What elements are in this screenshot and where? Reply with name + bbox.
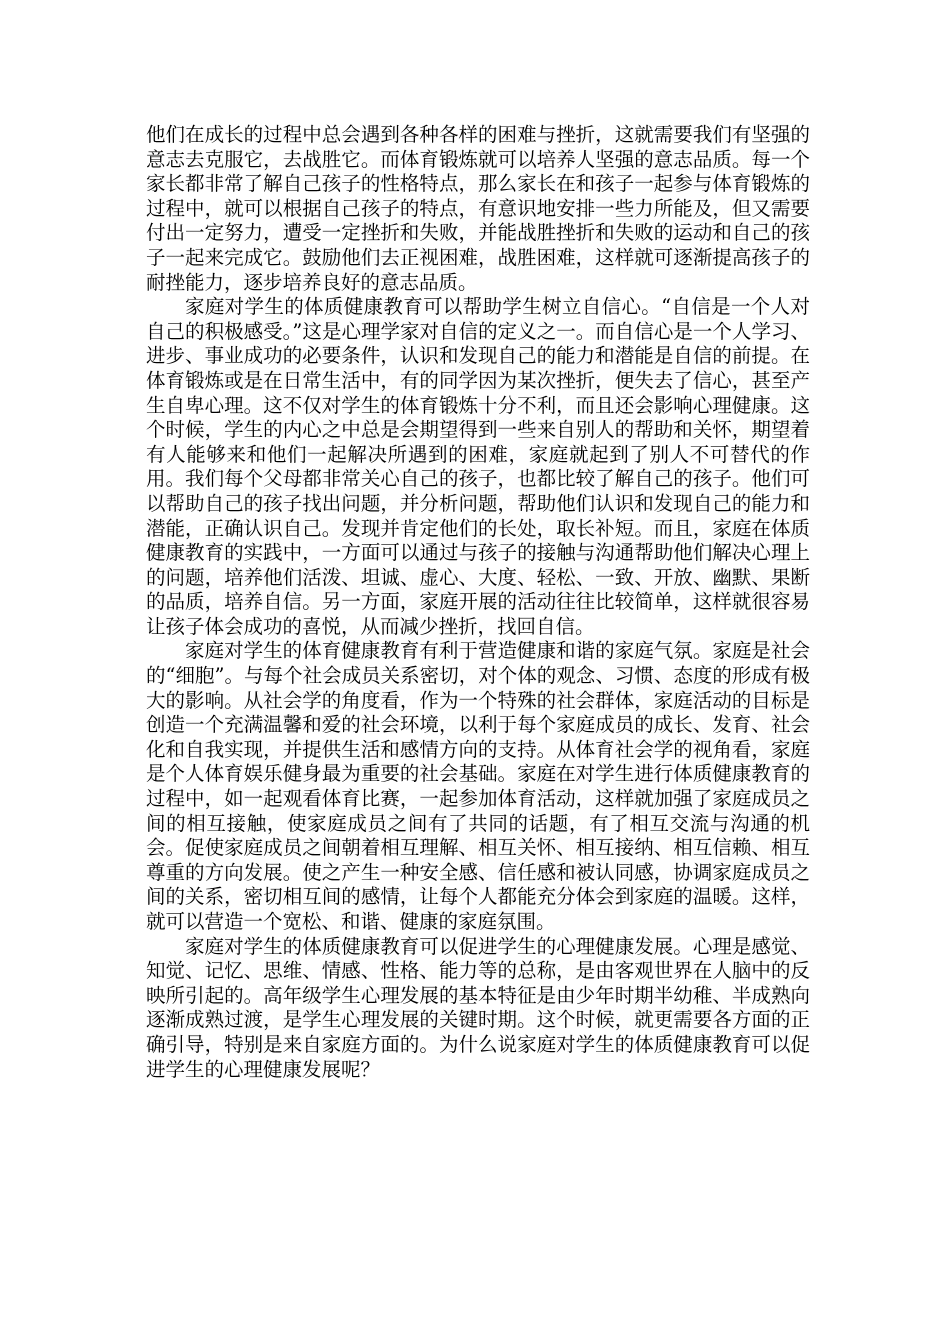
document-page	[146, 123, 810, 1082]
paragraph-family-harmony: 家庭对学生的体育健康教育有利于营造健康和谐的家庭气氛。家庭是社会的“细胞”。与每个社会成员关系密切，对个体的观念、习惯、态度的形成有极大的影响。从社会学的角度看，作为一个特殊的社会群体，家庭活动的目标是创造一个充满温馨和爱的社会环境，以利于每个家庭成员的成长、发育、社会化和自我实现，并提供生活和感情方向的支持。从体育社会学的视角看，家庭是个人体育娱乐健身最为重要的社会基础。家庭在对学生进行体质健康教育的过程中，如一起观看体育比赛，一起参加体育活动，这样就加强了家庭成员之间的相互接触，使家庭成员之间有了共同的话题，有了相互交流与沟通的机会。促使家庭成员之间朝着相互理解、相互关怀、相互接纳、相互信赖、相互尊重的方向发展。使之产生一种安全感、信任感和被认同感，协调家庭成员之间的关系，密切相互间的感情，让每个人都能充分体会到家庭的温暖。这样，就可以营造一个宽松、和谐、健康的家庭氛围。	[146, 639, 810, 933]
paragraph-continuation: 他们在成长的过程中总会遇到各种各样的困难与挫折，这就需要我们有坚强的意志去克服它，去战胜它。而体育锻炼就可以培养人坚强的意志品质。每一个家长都非常了解自己孩子的性格特点，那么家长在和孩子一起参与体育锻炼的过程中，就可以根据自己孩子的特点，有意识地安排一些力所能及，但又需要付出一定努力，遭受一定挫折和失败，并能战胜挫折和失败的运动和自己的孩子一起来完成它。鼓励他们去正视困难，战胜困难，这样就可逐渐提高孩子的耐挫能力，逐步培养良好的意志品质。	[146, 123, 810, 294]
paragraph-mental-health: 家庭对学生的体质健康教育可以促进学生的心理健康发展。心理是感觉、知觉、记忆、思维、情感、性格、能力等的总称，是由客观世界在人脑中的反映所引起的。高年级学生心理发展的基本特征是由少年时期半幼稚、半成熟向逐渐成熟过渡，是学生心理发展的关键时期。这个时候，就更需要各方面的正确引导，特别是来自家庭方面的。为什么说家庭对学生的体质健康教育可以促进学生的心理健康发展呢？	[146, 934, 810, 1081]
paragraph-self-confidence: 家庭对学生的体质健康教育可以帮助学生树立自信心。“自信是一个人对自己的积极感受。”这是心理学家对自信的定义之一。而自信心是一个人学习、进步、事业成功的必要条件，认识和发现自己的能力和潜能是自信的前提。在体育锻炼或是在日常生活中，有的同学因为某次挫折，便失去了信心，甚至产生自卑心理。这不仅对学生的体育锻炼十分不利，而且还会影响心理健康。这个时候，学生的内心之中总是会期望得到一些来自别人的帮助和关怀，期望着有人能够来和他们一起解决所遇到的困难，家庭就起到了别人不可替代的作用。我们每个父母都非常关心自己的孩子，也都比较了解自己的孩子。他们可以帮助自己的孩子找出问题，并分析问题，帮助他们认识和发现自己的能力和潜能，正确认识自己。发现并肯定他们的长处，取长补短。而且，家庭在体质健康教育的实践中，一方面可以通过与孩子的接触与沟通帮助他们解决心理上的问题，培养他们活泼、坦诚、虚心、大度、轻松、一致、开放、幽默、果断的品质，培养自信。另一方面，家庭开展的活动往往比较简单，这样就很容易让孩子体会成功的喜悦，从而减少挫折，找回自信。	[146, 295, 810, 638]
